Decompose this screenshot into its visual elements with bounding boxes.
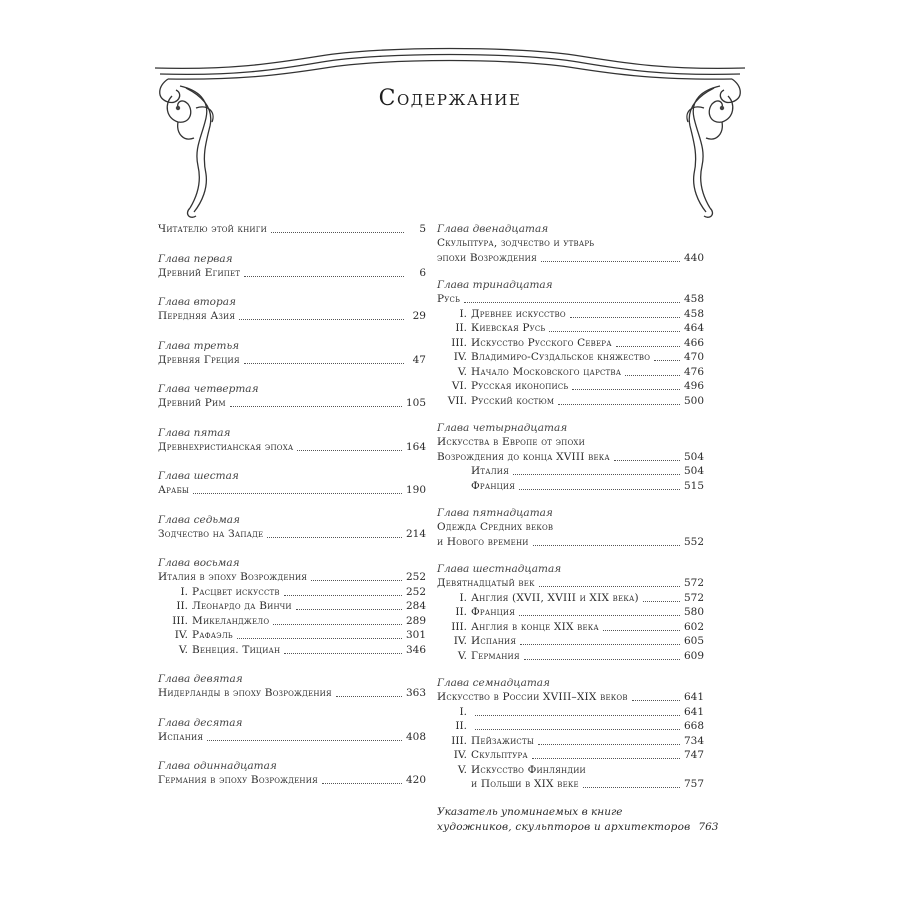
page-number: 301	[405, 629, 426, 641]
entry-title: Владимиро-Суздальское княжество	[471, 351, 651, 363]
toc-entry[interactable]	[437, 591, 704, 606]
toc-chapter	[158, 716, 426, 745]
toc-entry[interactable]	[437, 634, 704, 649]
dot-leader	[311, 570, 402, 581]
dot-leader	[244, 353, 404, 364]
entry-number: VII.	[447, 394, 467, 407]
dot-leader	[230, 396, 402, 407]
entry-number: III.	[172, 614, 188, 627]
toc-entry[interactable]	[437, 365, 704, 380]
entry-title: Древнее искусство	[471, 307, 566, 320]
index-title-text: художников, скульпторов и архитекторов	[437, 820, 691, 833]
entry-title: Киевская Русь	[471, 322, 546, 334]
toc-left-column	[158, 222, 426, 803]
toc-chapter	[158, 513, 426, 542]
toc-chapter	[158, 252, 426, 281]
page-number: 346	[405, 643, 426, 656]
entry-title: Венеция. Тициан	[192, 643, 281, 656]
toc-entry[interactable]	[437, 479, 704, 494]
entry-title: Италия в эпоху Возрождения	[158, 571, 308, 583]
entry-number: V.	[178, 643, 188, 656]
page-number: 572	[683, 577, 704, 589]
entry-title: Начало Московского царства	[471, 365, 622, 378]
toc-chapter	[158, 672, 426, 701]
entry-number: IV.	[174, 629, 188, 641]
page-number: 440	[683, 251, 704, 264]
entry-title: Древнехристианская эпоха	[158, 440, 294, 453]
entry-title: Испания	[471, 635, 517, 647]
page-number: 252	[405, 585, 426, 598]
entry-number	[437, 479, 471, 494]
page-number: 6	[419, 266, 426, 279]
entry-title: Одежда Средних веков	[437, 521, 554, 533]
entry-title: Возрождения до конца XVIII века	[437, 450, 610, 463]
page-number: 572	[683, 591, 704, 604]
chapter-label: Глава вторая	[158, 296, 236, 308]
page-number: 420	[405, 774, 426, 786]
entry-title: Искусства в Европе от эпохи	[437, 436, 585, 448]
dot-leader	[193, 483, 402, 494]
dot-leader	[570, 307, 680, 318]
toc-chapter	[437, 562, 704, 663]
toc-chapter	[437, 506, 704, 549]
toc-entry[interactable]	[158, 483, 426, 498]
toc-entry[interactable]	[437, 236, 704, 251]
toc-entry[interactable]	[158, 570, 426, 585]
dot-leader	[616, 336, 680, 347]
index-title-line1: Указатель упоминаемых в книге	[437, 805, 623, 818]
page-number: 504	[683, 450, 704, 463]
toc-entry[interactable]	[158, 599, 426, 614]
entry-number: V.	[457, 649, 467, 662]
page-title: Содержание	[378, 86, 522, 111]
entry-title: Скульптура, зодчество и утварь	[437, 237, 595, 249]
toc-entry[interactable]	[158, 527, 426, 542]
entry-title: Расцвет искусств	[192, 585, 280, 598]
toc-entry[interactable]	[437, 649, 704, 664]
page-number: 580	[683, 606, 704, 618]
toc-entry[interactable]	[158, 643, 426, 658]
chapter-label: Глава двенадцатая	[437, 223, 549, 235]
entry-title: эпохи Возрождения	[437, 251, 537, 264]
toc-chapter	[158, 759, 426, 788]
entry-title: Франция	[471, 479, 516, 492]
dot-leader	[336, 686, 402, 697]
entry-title: Искусство Финляндии	[471, 763, 586, 776]
toc-entry[interactable]	[437, 379, 704, 394]
entry-title: Франция	[471, 606, 516, 618]
entry-title: Италия	[471, 465, 509, 477]
toc-chapter	[437, 278, 704, 408]
entry-title: Древний Египет	[158, 266, 241, 279]
dot-leader	[513, 464, 680, 475]
dot-leader	[322, 773, 402, 784]
entry-title: Искусство в России XVIII–XIX веков	[437, 691, 628, 703]
dot-leader	[533, 535, 680, 546]
chapter-label: Глава четырнадцатая	[437, 422, 568, 434]
page-number: 763	[698, 820, 719, 833]
page-number: 605	[683, 635, 704, 647]
page-number: 252	[405, 571, 426, 583]
dot-leader	[519, 605, 680, 616]
entry-title: Искусство Русского Севера	[471, 336, 612, 349]
entry-title: Древняя Греция	[158, 353, 240, 366]
page-number: 641	[683, 705, 704, 718]
entry-title: Читателю этой книги	[158, 223, 267, 235]
dot-leader	[614, 450, 680, 461]
dot-leader	[237, 628, 402, 639]
chapter-label: Глава четвертая	[158, 383, 259, 395]
page-number: 47	[412, 353, 426, 366]
toc-entry[interactable]	[437, 321, 704, 336]
entry-title: Пейзажисты	[471, 734, 534, 747]
toc-entry[interactable]	[437, 535, 704, 550]
toc-entry[interactable]	[437, 307, 704, 322]
chapter-label: Глава одиннадцатая	[158, 760, 277, 772]
toc-entry[interactable]	[437, 763, 704, 778]
toc-entry[interactable]	[437, 394, 704, 409]
chapter-label: Глава девятая	[158, 673, 243, 685]
dot-leader	[625, 365, 680, 376]
ornamental-frame	[150, 38, 750, 223]
toc-entry[interactable]	[437, 719, 704, 734]
chapter-label: Глава пятнадцатая	[437, 507, 553, 519]
page-number: 164	[405, 440, 426, 453]
entry-number: I.	[459, 705, 467, 718]
toc-entry[interactable]	[437, 576, 704, 591]
entry-number: IV.	[453, 351, 467, 363]
chapter-label: Глава восьмая	[158, 557, 240, 569]
page-number: 504	[683, 465, 704, 477]
page-number: 747	[683, 749, 704, 761]
entry-number: I.	[180, 585, 188, 598]
page-number: 466	[683, 336, 704, 349]
entry-title: Германия	[471, 649, 520, 662]
page-number: 29	[412, 310, 426, 322]
entry-number: V.	[457, 763, 467, 776]
entry-number: III.	[451, 620, 467, 633]
toc-entry[interactable]	[437, 748, 704, 763]
toc-right-column	[437, 222, 719, 848]
entry-title: Нидерланды в эпоху Возрождения	[158, 687, 332, 699]
entry-number: III.	[451, 336, 467, 349]
toc-entry[interactable]	[437, 464, 704, 479]
chapter-label: Глава седьмая	[158, 513, 240, 526]
toc-entry[interactable]	[158, 614, 426, 629]
dot-leader	[207, 730, 402, 741]
entry-title: Леонардо да Винчи	[192, 600, 292, 612]
entry-title: Англия в конце XIX века	[471, 620, 599, 633]
toc-entry[interactable]	[437, 435, 704, 450]
page-number: 363	[405, 687, 426, 699]
dot-leader	[244, 266, 404, 277]
toc-entry[interactable]	[437, 251, 704, 266]
dot-leader	[519, 479, 680, 490]
dot-leader	[583, 777, 680, 788]
toc-chapter	[158, 469, 426, 498]
toc-entry[interactable]	[437, 605, 704, 620]
page-number: 641	[683, 691, 704, 703]
page-number: 284	[405, 600, 426, 612]
toc-chapter	[158, 426, 426, 455]
page-number: 515	[683, 479, 704, 492]
index-entry[interactable]	[437, 805, 719, 835]
toc-chapter	[158, 339, 426, 368]
dot-leader	[538, 734, 680, 745]
toc-entry[interactable]	[158, 222, 426, 237]
entry-title: Русь	[437, 293, 460, 305]
dot-leader	[284, 643, 402, 654]
toc-entry[interactable]	[158, 396, 426, 411]
toc-chapter	[158, 556, 426, 657]
entry-number: III.	[451, 734, 467, 747]
entry-title: Русская иконопись	[471, 380, 569, 392]
toc-entry[interactable]	[437, 292, 704, 307]
entry-number	[437, 464, 471, 479]
dot-leader	[539, 576, 680, 587]
page-number: 757	[683, 778, 704, 790]
dot-leader	[572, 379, 680, 390]
page-number: 105	[405, 397, 426, 409]
entry-title: Испания	[158, 730, 204, 743]
index-title-line2	[437, 820, 719, 835]
toc-entry[interactable]	[158, 440, 426, 455]
toc-entry[interactable]	[437, 620, 704, 635]
entry-title: Англия (XVII, XVIII и XIX века)	[471, 591, 639, 604]
toc-chapter	[158, 382, 426, 411]
dot-leader	[603, 620, 680, 631]
toc-entry[interactable]	[437, 734, 704, 749]
dot-leader	[654, 350, 680, 361]
page-number: 190	[405, 484, 426, 496]
entry-title: Древний Рим	[158, 397, 226, 409]
toc-chapter	[158, 295, 426, 324]
dot-leader	[271, 222, 404, 233]
page-number: 734	[683, 734, 704, 747]
page-number: 500	[683, 394, 704, 407]
entry-title: и Нового времени	[437, 535, 529, 548]
toc-entry[interactable]	[437, 690, 704, 705]
entry-number: II.	[455, 322, 467, 334]
dot-leader	[475, 719, 680, 730]
chapter-label: Глава пятая	[158, 426, 231, 439]
toc-chapter	[437, 421, 704, 493]
toc-entry[interactable]	[158, 266, 426, 281]
chapter-label: Глава тринадцатая	[437, 279, 553, 291]
page-number: 552	[683, 535, 704, 548]
entry-number	[437, 777, 471, 792]
page-number: 464	[683, 322, 704, 334]
dot-leader	[297, 440, 402, 451]
page-number: 476	[683, 365, 704, 378]
entry-title: Рафаэль	[192, 629, 233, 641]
toc-entry[interactable]	[158, 686, 426, 701]
toc-entry[interactable]	[158, 585, 426, 600]
page-number: 496	[683, 380, 704, 392]
page-number: 5	[419, 223, 426, 235]
chapter-label: Глава третья	[158, 339, 240, 352]
entry-title: и Польши в XIX веке	[471, 778, 579, 790]
toc-entry[interactable]	[437, 350, 704, 365]
toc-chapter	[158, 222, 426, 237]
dot-leader	[541, 251, 680, 262]
toc-entry[interactable]	[437, 520, 704, 535]
dot-leader	[632, 690, 680, 701]
page-number: 668	[683, 720, 704, 732]
chapter-label: Глава шестнадцатая	[437, 563, 562, 575]
page-number: 458	[683, 307, 704, 320]
dot-leader	[524, 649, 680, 660]
dot-leader	[532, 748, 680, 759]
chapter-label: Глава семнадцатая	[437, 677, 550, 689]
toc-entry[interactable]	[158, 730, 426, 745]
dot-leader	[273, 614, 402, 625]
page-number: 470	[683, 351, 704, 363]
entry-number: II.	[455, 606, 467, 618]
entry-title: Девятнадцатый век	[437, 577, 535, 589]
toc-entry[interactable]	[437, 336, 704, 351]
toc-entry[interactable]	[158, 773, 426, 788]
toc-chapter	[437, 222, 704, 265]
toc-chapter	[437, 676, 704, 792]
dot-leader	[558, 394, 680, 405]
entry-number: I.	[459, 591, 467, 604]
entry-title: Передняя Азия	[158, 310, 236, 322]
page-number: 609	[683, 649, 704, 662]
dot-leader	[520, 634, 680, 645]
toc-entry[interactable]	[437, 705, 704, 720]
chapter-label: Глава первая	[158, 252, 233, 265]
entry-title: Микеланджело	[192, 614, 270, 627]
toc-entry[interactable]	[437, 450, 704, 465]
entry-title: Арабы	[158, 484, 189, 496]
entry-title: Скульптура	[471, 749, 528, 761]
dot-leader	[475, 705, 680, 716]
page-number: 289	[405, 614, 426, 627]
dot-leader	[296, 599, 402, 610]
toc-entry[interactable]	[158, 628, 426, 643]
dot-leader	[284, 585, 402, 596]
chapter-label: Глава десятая	[158, 716, 243, 729]
toc-entry[interactable]	[437, 777, 704, 792]
page-number: 408	[405, 730, 426, 743]
entry-number: IV.	[453, 749, 467, 761]
entry-number: II.	[455, 720, 467, 732]
chapter-label: Глава шестая	[158, 470, 239, 482]
entry-number: VI.	[451, 380, 467, 392]
dot-leader	[239, 309, 404, 320]
entry-number: V.	[457, 365, 467, 378]
dot-leader	[549, 321, 680, 332]
entry-title: Германия в эпоху Возрождения	[158, 774, 318, 786]
toc-entry[interactable]	[158, 353, 426, 368]
dot-leader	[643, 591, 680, 602]
page-number: 458	[683, 293, 704, 305]
entry-title: Русский костюм	[471, 394, 555, 407]
dot-leader	[464, 292, 680, 303]
entry-title: Зодчество на Западе	[158, 527, 264, 540]
entry-number: I.	[459, 307, 467, 320]
entry-number: IV.	[453, 635, 467, 647]
page-number: 214	[405, 527, 426, 540]
toc-entry[interactable]	[158, 309, 426, 324]
entry-number: II.	[176, 600, 188, 612]
dot-leader	[267, 527, 402, 538]
page-number: 602	[683, 620, 704, 633]
